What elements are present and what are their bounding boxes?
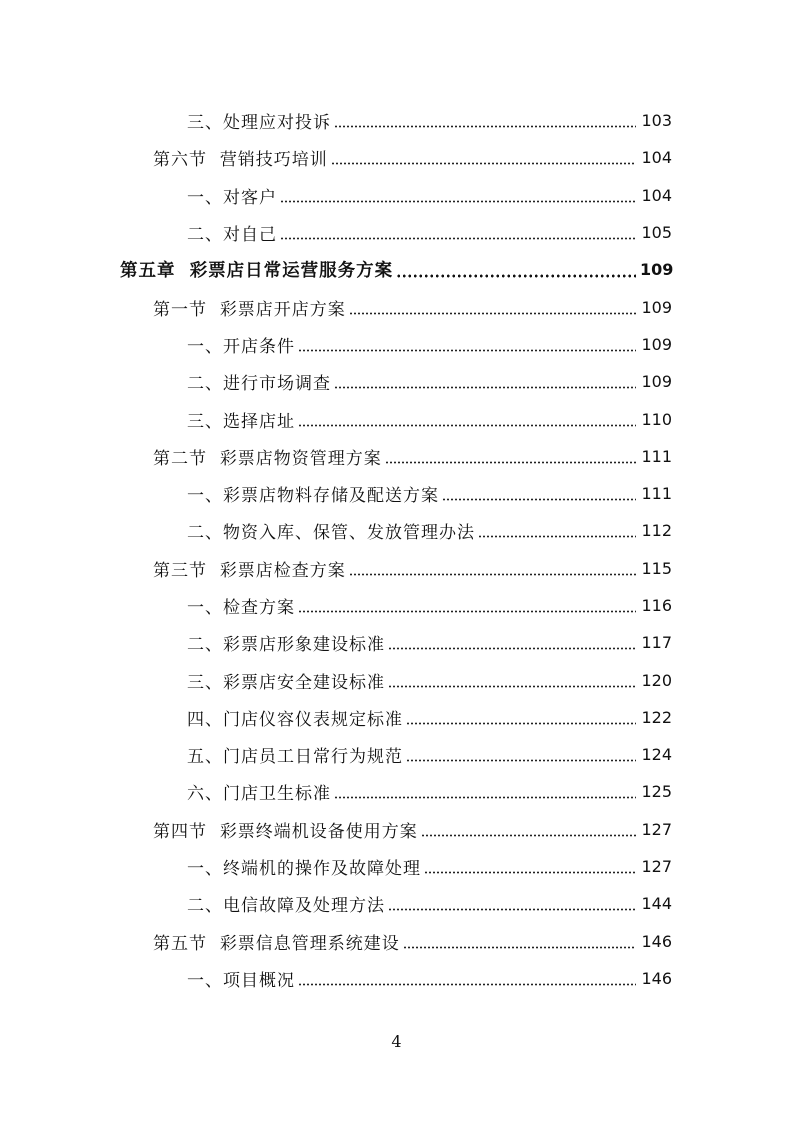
toc-leader-dots [280,237,636,240]
toc-entry-number: 第三节 [153,560,220,581]
toc-entry-number: 二、 [187,523,223,544]
toc-entry-number: 二、 [187,225,223,246]
toc-leader-dots [334,386,636,389]
toc-entry-title: 对客户 [223,187,277,208]
toc-entry-number: 二、 [187,635,223,656]
toc-entry[interactable] [0,699,793,736]
toc-entry[interactable] [0,438,793,475]
toc-leader-dots [478,535,636,538]
toc-entry-title: 开店条件 [223,336,295,357]
toc-entry-number: 四、 [187,709,223,730]
toc-entry[interactable] [0,288,793,325]
toc-entry-number: 三、 [187,113,223,134]
toc-entry-page: 112 [641,521,672,541]
toc-leader-dots [403,946,636,949]
toc-entry-number: 一、 [187,187,223,208]
toc-entry-title: 选择店址 [223,411,295,432]
toc-entry-number: 第一节 [153,299,220,320]
toc-entry-number: 二、 [187,374,223,395]
toc-leader-dots [331,162,636,165]
toc-entry-page: 104 [641,185,672,205]
toc-entry[interactable] [0,773,793,810]
toc-entry-page: 146 [641,931,672,951]
toc-entry-page: 105 [641,223,672,243]
toc-entry[interactable] [0,550,793,587]
toc-entry-title: 彩票店安全建设标准 [223,672,385,693]
toc-entry-page: 146 [641,968,672,988]
toc-entry-page: 103 [641,111,672,131]
toc-leader-dots [334,796,636,799]
toc-entry-page: 111 [641,446,672,466]
toc-entry-title: 门店卫生标准 [223,784,331,805]
toc-entry-page: 109 [641,334,672,354]
toc-entry[interactable] [0,624,793,661]
toc-leader-dots [280,200,636,203]
toc-leader-dots [424,871,636,874]
toc-entry-number: 五、 [187,747,223,768]
toc-entry-title: 电信故障及处理方法 [223,896,385,917]
toc-leader-dots [388,685,636,688]
toc-entry-title: 门店仪容仪表规定标准 [223,709,403,730]
toc-entry-title: 处理应对投诉 [223,113,331,134]
table-of-contents [0,102,793,997]
toc-entry-page: 110 [641,409,672,429]
toc-leader-dots [298,610,636,613]
toc-entry-title: 彩票店物资管理方案 [219,448,382,469]
toc-leader-dots [385,461,636,464]
toc-entry[interactable] [0,512,793,549]
toc-entry-number: 一、 [187,970,223,991]
toc-entry-page: 104 [641,148,672,168]
toc-leader-dots [349,573,636,576]
toc-entry[interactable] [0,960,793,997]
toc-entry-title: 彩票终端机设备使用方案 [219,821,418,842]
toc-entry[interactable] [0,475,793,512]
toc-entry-title: 彩票店日常运营服务方案 [189,261,394,282]
toc-entry-number: 一、 [187,336,223,357]
toc-leader-dots [349,312,636,315]
toc-leader-dots [396,274,636,278]
toc-entry-number: 第五章 [120,261,190,282]
toc-leader-dots [406,759,636,762]
toc-entry-page: 117 [641,633,672,653]
toc-entry[interactable] [0,661,793,698]
toc-entry-number: 三、 [187,672,223,693]
toc-entry-title: 彩票信息管理系统建设 [219,933,400,954]
toc-entry-number: 三、 [187,411,223,432]
toc-leader-dots [388,908,636,911]
toc-entry[interactable] [0,848,793,885]
toc-entry[interactable] [0,587,793,624]
toc-entry-title: 营销技巧培训 [219,150,328,171]
toc-entry[interactable] [0,251,793,288]
toc-entry-page: 144 [641,894,672,914]
toc-entry-number: 六、 [187,784,223,805]
toc-entry-number: 第六节 [153,150,220,171]
toc-entry-page: 109 [641,297,672,317]
toc-entry-page: 124 [641,745,672,765]
toc-entry-page: 109 [640,260,674,280]
toc-entry-title: 进行市场调查 [223,374,331,395]
toc-leader-dots [298,983,636,986]
toc-entry[interactable] [0,811,793,848]
toc-entry-title: 物资入库、保管、发放管理办法 [223,523,475,544]
toc-entry[interactable] [0,400,793,437]
toc-entry-page: 111 [641,484,672,504]
toc-leader-dots [334,125,636,128]
toc-entry-number: 第四节 [153,821,220,842]
toc-entry-title: 彩票店物料存储及配送方案 [223,486,439,507]
toc-leader-dots [298,349,636,352]
toc-entry-number: 一、 [187,859,223,880]
toc-entry[interactable] [0,885,793,922]
page-number: 4 [391,1032,402,1051]
toc-entry[interactable] [0,102,793,139]
toc-entry[interactable] [0,736,793,773]
toc-entry-title: 检查方案 [223,598,295,618]
toc-entry[interactable] [0,923,793,960]
toc-entry[interactable] [0,214,793,251]
toc-entry[interactable] [0,139,793,176]
toc-entry-title: 彩票店检查方案 [219,560,346,581]
toc-entry-page: 120 [641,670,672,690]
toc-entry-page: 127 [641,857,672,877]
toc-leader-dots [388,647,636,650]
toc-entry-title: 门店员工日常行为规范 [223,747,403,768]
toc-entry-title: 项目概况 [223,970,295,991]
toc-leader-dots [298,424,636,427]
toc-leader-dots [421,834,636,837]
toc-entry[interactable] [0,363,793,400]
toc-entry-number: 一、 [187,486,223,507]
toc-entry[interactable] [0,177,793,214]
toc-leader-dots [442,498,636,501]
toc-entry-number: 第五节 [153,933,220,954]
toc-entry-number: 一、 [187,598,223,618]
toc-entry-page: 127 [641,819,672,839]
toc-entry-title: 对自己 [223,225,277,246]
toc-entry[interactable] [0,326,793,363]
toc-entry-page: 115 [641,558,672,578]
toc-entry-title: 彩票店开店方案 [219,299,346,320]
toc-entry-title: 彩票店形象建设标准 [223,635,385,656]
toc-leader-dots [406,722,636,725]
toc-entry-page: 116 [641,596,672,615]
toc-entry-page: 122 [641,707,672,727]
toc-entry-page: 125 [641,782,672,802]
toc-entry-title: 终端机的操作及故障处理 [223,859,421,880]
toc-entry-number: 二、 [187,896,223,917]
toc-entry-number: 第二节 [153,448,220,469]
toc-entry-page: 109 [641,372,672,392]
